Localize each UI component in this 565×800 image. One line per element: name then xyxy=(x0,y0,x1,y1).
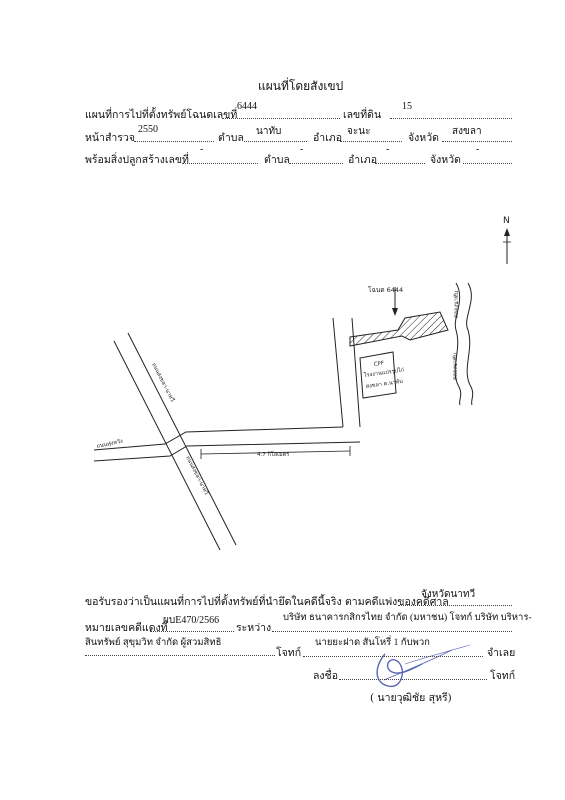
defendant-value: นายยะฝาด สันโหรี่ 1 กับพวก xyxy=(315,638,430,648)
signer-name: ( นายวุฒิชัย สุหรี) xyxy=(370,692,452,704)
amphoe3-label: อำเภอ xyxy=(348,154,378,166)
canal-label-bottom: คลองนาทับ xyxy=(453,352,459,380)
road-label-1: ถนนสงขลา-นาทวี xyxy=(150,362,175,403)
plaintiff-value: บริษัท ธนาคารกสิกรไทย จำกัด (มหาชน) โจทก์ บริษัท บริหาร- xyxy=(283,613,532,623)
plaintiff-cont: สินทรัพย์ สุขุมวิท จำกัด ผู้สวมสิทธิ xyxy=(85,638,222,648)
building-no: - xyxy=(200,144,204,155)
defendant-label: จำเลย xyxy=(487,647,516,659)
province3-value: - xyxy=(476,144,480,155)
court-value: จังหวัดนาทวี xyxy=(421,589,476,600)
land-label: เลขที่ดิน xyxy=(343,109,382,121)
tambon-label: ตำบล xyxy=(218,132,244,144)
canal-label-top: คลองนาทับ xyxy=(454,290,460,318)
road-label-3: ถนนสงขลา-นาทวี xyxy=(184,455,209,496)
diagonal-road xyxy=(114,333,236,550)
plaintiff-label: โจทก์ xyxy=(276,647,302,659)
sign-label: ลงชื่อ xyxy=(313,670,338,682)
building-label: พร้อมสิ่งปลูกสร้างเลขที่ xyxy=(85,154,189,166)
building-sub1: โรงงานแปรรูปไก่ xyxy=(363,367,405,379)
tambon3-label: ตำบล xyxy=(264,154,290,166)
tambon3-value: - xyxy=(300,144,304,155)
land-no: 15 xyxy=(402,101,412,112)
amphoe-value: จะนะ xyxy=(347,126,371,137)
deed-label: แผนที่การไปที่ตั้งทรัพย์โฉนดเลขที่ xyxy=(85,109,238,121)
case-no: ผบE470/2566 xyxy=(163,615,220,626)
province-label: จังหวัด xyxy=(408,132,439,144)
building-sub2: สงขลา ต.นาทับ xyxy=(365,378,404,390)
sign-line xyxy=(339,669,487,680)
deed-pointer-head-icon xyxy=(392,308,398,316)
distance-label: 4.7 กิโลเมตร xyxy=(257,452,290,458)
access-road xyxy=(333,318,360,427)
plaintiff-cont-line xyxy=(85,645,275,656)
case-label: หมายเลขคดีแดงที่ xyxy=(85,622,168,634)
cpf-building xyxy=(360,352,405,398)
province-value: สงขลา xyxy=(452,126,482,137)
deed-no: 6444 xyxy=(237,101,257,112)
province3-label: จังหวัด xyxy=(430,154,461,166)
deed-label: โฉนด 6444 xyxy=(368,286,404,294)
amphoe3-value: - xyxy=(386,144,390,155)
distance-marker xyxy=(201,446,350,459)
main-road xyxy=(94,427,360,461)
survey-no: 2550 xyxy=(138,124,158,135)
survey-label: หน้าสำรวจ xyxy=(85,132,135,144)
certify-text: ขอรับรองว่าเป็นแผนที่การไปที่ตั้งทรัพย์ที่นำยึดในคดีนี้จริง ตามคดีแพ่งของคดีศาล xyxy=(85,596,449,608)
north-label: N xyxy=(503,216,510,226)
between-label: ระหว่าง xyxy=(236,622,272,634)
deed-parcel xyxy=(350,312,448,346)
building-label: CPF xyxy=(373,360,385,368)
sign-role: โจทก์ xyxy=(490,670,516,682)
amphoe-label: อำเภอ xyxy=(313,132,343,144)
document-title: แผนที่โดยสังเขป xyxy=(258,79,344,93)
north-arrow-icon xyxy=(503,216,511,264)
tambon-value: นาทับ xyxy=(256,126,282,137)
road-label-2: ถนนทุ่งหวัง xyxy=(96,438,124,450)
